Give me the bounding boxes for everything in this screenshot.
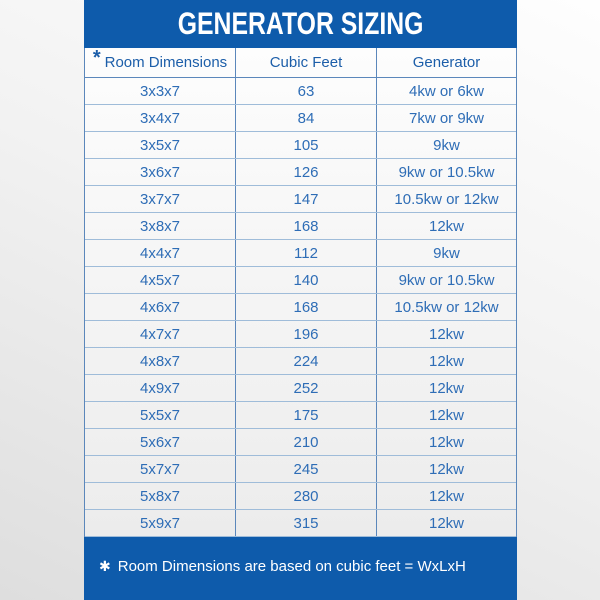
table-row bbox=[85, 510, 516, 537]
cubic-feet-cell: 224 bbox=[235, 348, 376, 374]
table-header-row bbox=[85, 48, 516, 78]
poster-title: GENERATOR SIZING bbox=[177, 5, 424, 42]
table-row bbox=[85, 321, 516, 348]
table-row bbox=[85, 267, 516, 294]
generator-cell: 4kw or 6kw bbox=[376, 78, 516, 104]
generator-cell: 7kw or 9kw bbox=[376, 105, 516, 131]
column-header-cubic-feet: Cubic Feet bbox=[235, 48, 376, 77]
room-dimensions-cell: 5x8x7 bbox=[139, 487, 181, 505]
cubic-feet-cell: 140 bbox=[235, 267, 376, 293]
cubic-feet-cell: 84 bbox=[235, 105, 376, 131]
generator-cell: 12kw bbox=[376, 456, 516, 482]
cubic-feet-cell: 126 bbox=[235, 159, 376, 185]
room-dimensions-cell: 5x5x7 bbox=[139, 406, 181, 424]
table-row bbox=[85, 348, 516, 375]
room-dimensions-cell: 3x4x7 bbox=[139, 109, 181, 127]
cubic-feet-cell: 63 bbox=[235, 78, 376, 104]
footnote-asterisk-icon: ✱ bbox=[99, 558, 111, 574]
table-body bbox=[85, 78, 516, 537]
room-dimensions-cell: 4x9x7 bbox=[139, 379, 181, 397]
room-dimensions-cell: 3x8x7 bbox=[139, 217, 181, 235]
generator-cell: 12kw bbox=[376, 483, 516, 509]
generator-cell: 9kw or 10.5kw bbox=[376, 159, 516, 185]
table-row bbox=[85, 456, 516, 483]
generator-cell: 12kw bbox=[376, 510, 516, 536]
cubic-feet-cell: 196 bbox=[235, 321, 376, 347]
table-row bbox=[85, 483, 516, 510]
generator-cell: 12kw bbox=[376, 213, 516, 239]
cubic-feet-cell: 210 bbox=[235, 429, 376, 455]
generator-cell: 12kw bbox=[376, 402, 516, 428]
table-row bbox=[85, 159, 516, 186]
table-row bbox=[85, 402, 516, 429]
room-dimensions-cell: 4x7x7 bbox=[139, 325, 181, 343]
generator-cell: 9kw bbox=[376, 240, 516, 266]
column-header-generator: Generator bbox=[376, 48, 516, 77]
table-row bbox=[85, 240, 516, 267]
cubic-feet-cell: 105 bbox=[235, 132, 376, 158]
room-dimensions-cell: 5x9x7 bbox=[139, 514, 181, 532]
room-dimensions-cell: 4x6x7 bbox=[139, 298, 181, 316]
asterisk-mark: * bbox=[92, 48, 101, 69]
generator-cell: 12kw bbox=[376, 375, 516, 401]
table-row bbox=[85, 375, 516, 402]
room-dimensions-cell: 3x5x7 bbox=[139, 136, 181, 154]
column-header-room-dimensions bbox=[85, 48, 235, 77]
generator-cell: 12kw bbox=[376, 321, 516, 347]
room-dimensions-cell: 3x6x7 bbox=[139, 163, 181, 181]
generator-cell: 10.5kw or 12kw bbox=[376, 186, 516, 212]
table-row bbox=[85, 132, 516, 159]
cubic-feet-cell: 168 bbox=[235, 213, 376, 239]
generator-cell: 10.5kw or 12kw bbox=[376, 294, 516, 320]
room-dimensions-cell: 4x4x7 bbox=[139, 244, 181, 262]
footnote-text: Room Dimensions are based on cubic feet = WxLxH bbox=[117, 558, 466, 575]
cubic-feet-cell: 252 bbox=[235, 375, 376, 401]
table-row bbox=[85, 294, 516, 321]
cubic-feet-cell: 245 bbox=[235, 456, 376, 482]
generator-cell: 12kw bbox=[376, 429, 516, 455]
generator-cell: 9kw or 10.5kw bbox=[376, 267, 516, 293]
room-dimensions-cell: 5x6x7 bbox=[139, 433, 181, 451]
table-row bbox=[85, 105, 516, 132]
table-row bbox=[85, 186, 516, 213]
table-row bbox=[85, 429, 516, 456]
room-dimensions-cell: 4x8x7 bbox=[139, 352, 181, 370]
cubic-feet-cell: 168 bbox=[235, 294, 376, 320]
cubic-feet-cell: 147 bbox=[235, 186, 376, 212]
cubic-feet-cell: 280 bbox=[235, 483, 376, 509]
cubic-feet-cell: 112 bbox=[235, 240, 376, 266]
title-banner bbox=[84, 0, 517, 48]
generator-cell: 12kw bbox=[376, 348, 516, 374]
footnote-bar bbox=[84, 537, 517, 600]
room-dimensions-cell: 5x7x7 bbox=[139, 460, 181, 478]
poster-panel bbox=[84, 0, 517, 600]
column-header-label: Room Dimensions bbox=[104, 54, 228, 71]
room-dimensions-cell: 3x7x7 bbox=[139, 190, 181, 208]
cubic-feet-cell: 175 bbox=[235, 402, 376, 428]
sizing-table bbox=[84, 48, 517, 537]
cubic-feet-cell: 315 bbox=[235, 510, 376, 536]
generator-cell: 9kw bbox=[376, 132, 516, 158]
table-row bbox=[85, 213, 516, 240]
table-row bbox=[85, 78, 516, 105]
room-dimensions-cell: 3x3x7 bbox=[139, 82, 181, 100]
room-dimensions-cell: 4x5x7 bbox=[139, 271, 181, 289]
